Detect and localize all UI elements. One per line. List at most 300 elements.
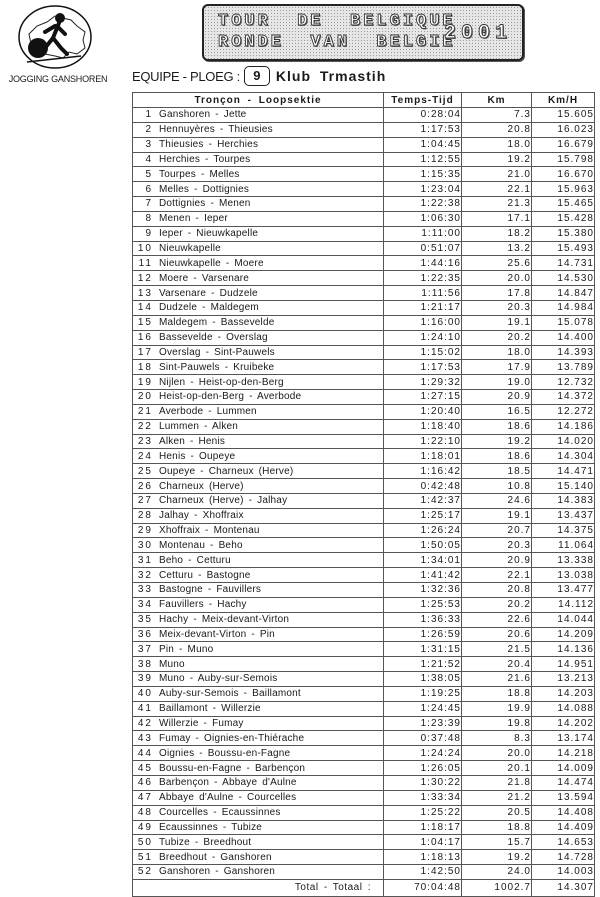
section-number: 5 — [145, 168, 153, 180]
table-row — [133, 122, 595, 137]
team-name: Klub Trmastih — [275, 68, 387, 84]
section-name: Fumay - Oignies-en-Thiérache — [159, 732, 305, 744]
section-cell — [133, 286, 384, 301]
team-heading — [132, 65, 386, 87]
time-cell: 1:21:52 — [384, 657, 462, 672]
km-cell: 19.1 — [462, 508, 532, 523]
header-time: Temps-Tijd — [384, 93, 462, 108]
section-cell — [133, 642, 384, 657]
km-cell: 19.0 — [462, 375, 532, 390]
km-cell: 24.0 — [462, 865, 532, 880]
section-cell — [133, 746, 384, 761]
results-table — [132, 92, 595, 897]
kmh-cell: 14.728 — [532, 850, 595, 865]
section-cell — [133, 568, 384, 583]
km-cell: 18.0 — [462, 345, 532, 360]
table-row — [133, 226, 595, 241]
km-cell: 15.7 — [462, 835, 532, 850]
table-row — [133, 761, 595, 776]
section-number: 14 — [137, 302, 153, 314]
kmh-cell: 14.088 — [532, 701, 595, 716]
total-row — [133, 879, 595, 896]
km-cell: 19.2 — [462, 434, 532, 449]
km-cell: 7.3 — [462, 108, 532, 123]
km-cell: 18.5 — [462, 464, 532, 479]
section-cell — [133, 686, 384, 701]
section-number: 46 — [137, 777, 153, 789]
time-cell: 1:20:40 — [384, 404, 462, 419]
km-cell: 17.9 — [462, 360, 532, 375]
km-cell: 20.6 — [462, 627, 532, 642]
section-number: 21 — [137, 406, 153, 418]
table-row — [133, 345, 595, 360]
table-row — [133, 790, 595, 805]
section-name: Courcelles - Ecaussinnes — [159, 807, 281, 819]
section-name: Dottignies - Menen — [159, 198, 251, 210]
table-row — [133, 330, 595, 345]
section-cell — [133, 761, 384, 776]
section-number: 1 — [145, 109, 153, 121]
time-cell: 1:15:02 — [384, 345, 462, 360]
section-cell — [133, 701, 384, 716]
section-cell — [133, 182, 384, 197]
time-cell: 1:18:13 — [384, 850, 462, 865]
time-cell: 1:29:32 — [384, 375, 462, 390]
km-cell: 20.4 — [462, 657, 532, 672]
section-name: Oignies - Boussu-en-Fagne — [159, 747, 291, 759]
table-row — [133, 271, 595, 286]
table-row — [133, 375, 595, 390]
kmh-cell: 15.428 — [532, 211, 595, 226]
section-cell — [133, 449, 384, 464]
section-number: 52 — [137, 866, 153, 878]
km-cell: 21.3 — [462, 197, 532, 212]
kmh-cell: 14.372 — [532, 390, 595, 405]
section-number: 26 — [137, 480, 153, 492]
kmh-cell: 14.112 — [532, 597, 595, 612]
kmh-cell: 14.003 — [532, 865, 595, 880]
total-km: 1002.7 — [462, 879, 532, 896]
km-cell: 22.1 — [462, 182, 532, 197]
section-name: Muno — [159, 658, 185, 670]
table-row — [133, 152, 595, 167]
banner-title-nl: RONDE VAN BELGIE — [218, 33, 456, 52]
km-cell: 19.2 — [462, 850, 532, 865]
table-row — [133, 568, 595, 583]
time-cell: 1:34:01 — [384, 553, 462, 568]
section-number: 31 — [137, 554, 153, 566]
section-name: Lummen - Alken — [159, 421, 239, 433]
km-cell: 20.2 — [462, 597, 532, 612]
km-cell: 13.2 — [462, 241, 532, 256]
header-kmh: Km/H — [532, 93, 595, 108]
time-cell: 1:15:35 — [384, 167, 462, 182]
kmh-cell: 14.375 — [532, 523, 595, 538]
time-cell: 1:22:35 — [384, 271, 462, 286]
section-name: Sint-Pauwels - Kruibeke — [159, 361, 275, 373]
time-cell: 1:44:16 — [384, 256, 462, 271]
section-name: Alken - Henis — [159, 435, 226, 447]
kmh-cell: 13.594 — [532, 790, 595, 805]
time-cell: 0:37:48 — [384, 731, 462, 746]
time-cell: 0:42:48 — [384, 479, 462, 494]
km-cell: 25.6 — [462, 256, 532, 271]
time-cell: 1:16:00 — [384, 315, 462, 330]
kmh-cell: 15.798 — [532, 152, 595, 167]
section-cell — [133, 538, 384, 553]
section-cell — [133, 211, 384, 226]
section-cell — [133, 775, 384, 790]
time-cell: 1:25:17 — [384, 508, 462, 523]
header-km: Km — [462, 93, 532, 108]
time-cell: 1:50:05 — [384, 538, 462, 553]
section-number: 45 — [137, 762, 153, 774]
section-number: 30 — [137, 539, 153, 551]
table-row — [133, 167, 595, 182]
time-cell: 1:18:01 — [384, 449, 462, 464]
table-row — [133, 865, 595, 880]
table-row — [133, 686, 595, 701]
section-name: Tourpes - Melles — [159, 168, 240, 180]
kmh-cell: 13.477 — [532, 583, 595, 598]
section-number: 22 — [137, 421, 153, 433]
km-cell: 18.2 — [462, 226, 532, 241]
section-number: 39 — [137, 673, 153, 685]
section-number: 33 — [137, 584, 153, 596]
time-cell: 0:28:04 — [384, 108, 462, 123]
section-number: 10 — [137, 243, 153, 255]
table-row — [133, 627, 595, 642]
section-name: Ieper - Nieuwkapelle — [159, 228, 259, 240]
table-row — [133, 315, 595, 330]
table-row — [133, 360, 595, 375]
km-cell: 24.6 — [462, 493, 532, 508]
section-cell — [133, 315, 384, 330]
kmh-cell: 15.605 — [532, 108, 595, 123]
km-cell: 20.9 — [462, 390, 532, 405]
table-row — [133, 434, 595, 449]
kmh-cell: 14.209 — [532, 627, 595, 642]
table-row — [133, 449, 595, 464]
km-cell: 22.6 — [462, 612, 532, 627]
time-cell: 1:22:10 — [384, 434, 462, 449]
table-row — [133, 300, 595, 315]
km-cell: 22.1 — [462, 568, 532, 583]
team-number: 9 — [244, 66, 270, 86]
table-row — [133, 835, 595, 850]
km-cell: 19.9 — [462, 701, 532, 716]
table-row — [133, 553, 595, 568]
table-row — [133, 805, 595, 820]
table-row — [133, 419, 595, 434]
section-cell — [133, 256, 384, 271]
total-label: Total - Totaal : — [133, 879, 384, 896]
section-cell — [133, 390, 384, 405]
section-name: Montenau - Beho — [159, 539, 243, 551]
kmh-cell: 13.437 — [532, 508, 595, 523]
kmh-cell: 15.140 — [532, 479, 595, 494]
section-cell — [133, 197, 384, 212]
banner-title-fr: TOUR DE BELGIQUE — [218, 12, 456, 31]
kmh-cell: 13.789 — [532, 360, 595, 375]
km-cell: 8.3 — [462, 731, 532, 746]
section-name: Maldegem - Bassevelde — [159, 317, 275, 329]
section-cell — [133, 137, 384, 152]
section-name: Ecaussinnes - Tubize — [159, 821, 263, 833]
section-number: 9 — [145, 228, 153, 240]
section-number: 16 — [137, 332, 153, 344]
section-number: 37 — [137, 643, 153, 655]
table-row — [133, 657, 595, 672]
kmh-cell: 15.380 — [532, 226, 595, 241]
section-cell — [133, 241, 384, 256]
section-cell — [133, 375, 384, 390]
kmh-cell: 14.984 — [532, 300, 595, 315]
section-number: 44 — [137, 747, 153, 759]
time-cell: 1:42:50 — [384, 865, 462, 880]
kmh-cell: 11.064 — [532, 538, 595, 553]
km-cell: 21.2 — [462, 790, 532, 805]
km-cell: 20.3 — [462, 538, 532, 553]
kmh-cell: 15.493 — [532, 241, 595, 256]
section-cell — [133, 583, 384, 598]
time-cell: 1:32:36 — [384, 583, 462, 598]
kmh-cell: 14.218 — [532, 746, 595, 761]
section-cell — [133, 716, 384, 731]
km-cell: 19.1 — [462, 315, 532, 330]
kmh-cell: 15.963 — [532, 182, 595, 197]
km-cell: 10.8 — [462, 479, 532, 494]
table-row — [133, 241, 595, 256]
table-row — [133, 538, 595, 553]
kmh-cell: 15.465 — [532, 197, 595, 212]
section-name: Henis - Oupeye — [159, 450, 236, 462]
time-cell: 1:18:40 — [384, 419, 462, 434]
section-name: Bastogne - Fauvillers — [159, 584, 262, 596]
section-name: Fauvillers - Hachy — [159, 599, 247, 611]
km-cell: 21.0 — [462, 167, 532, 182]
km-cell: 16.5 — [462, 404, 532, 419]
kmh-cell: 12.272 — [532, 404, 595, 419]
section-number: 34 — [137, 599, 153, 611]
km-cell: 20.0 — [462, 271, 532, 286]
section-name: Boussu-en-Fagne - Barbençon — [159, 762, 306, 774]
section-name: Baillamont - Willerzie — [159, 703, 261, 715]
time-cell: 1:16:42 — [384, 464, 462, 479]
section-cell — [133, 479, 384, 494]
kmh-cell: 12.732 — [532, 375, 595, 390]
section-name: Moere - Varsenare — [159, 272, 250, 284]
kmh-cell: 16.670 — [532, 167, 595, 182]
kmh-cell: 14.847 — [532, 286, 595, 301]
km-cell: 20.5 — [462, 805, 532, 820]
section-cell — [133, 553, 384, 568]
section-cell — [133, 167, 384, 182]
section-number: 50 — [137, 836, 153, 848]
kmh-cell: 13.338 — [532, 553, 595, 568]
club-name: JOGGING GANSHOREN — [8, 74, 108, 84]
section-number: 40 — [137, 688, 153, 700]
time-cell: 1:26:24 — [384, 523, 462, 538]
km-cell: 21.8 — [462, 775, 532, 790]
section-number: 49 — [137, 821, 153, 833]
section-cell — [133, 850, 384, 865]
table-row — [133, 197, 595, 212]
section-number: 24 — [137, 450, 153, 462]
section-number: 32 — [137, 569, 153, 581]
kmh-cell: 14.136 — [532, 642, 595, 657]
section-number: 4 — [145, 153, 153, 165]
section-cell — [133, 835, 384, 850]
section-name: Willerzie - Fumay — [159, 718, 244, 730]
kmh-cell: 14.731 — [532, 256, 595, 271]
kmh-cell: 14.186 — [532, 419, 595, 434]
section-name: Overslag - Sint-Pauwels — [159, 346, 275, 358]
time-cell: 1:17:53 — [384, 122, 462, 137]
km-cell: 20.9 — [462, 553, 532, 568]
section-name: Thieusies - Herchies — [159, 139, 259, 151]
section-cell — [133, 360, 384, 375]
table-row — [133, 775, 595, 790]
section-number: 36 — [137, 628, 153, 640]
section-number: 18 — [137, 361, 153, 373]
km-cell: 17.1 — [462, 211, 532, 226]
section-name: Muno - Auby-sur-Semois — [159, 673, 278, 685]
section-name: Pin - Muno — [159, 643, 214, 655]
total-time: 70:04:48 — [384, 879, 462, 896]
time-cell: 1:42:37 — [384, 493, 462, 508]
section-number: 8 — [145, 213, 153, 225]
kmh-cell: 14.653 — [532, 835, 595, 850]
kmh-cell: 14.471 — [532, 464, 595, 479]
table-row — [133, 508, 595, 523]
time-cell: 1:17:53 — [384, 360, 462, 375]
section-cell — [133, 672, 384, 687]
time-cell: 1:26:05 — [384, 761, 462, 776]
table-row — [133, 583, 595, 598]
table-row — [133, 493, 595, 508]
section-cell — [133, 627, 384, 642]
section-name: Hachy - Meix-devant-Virton — [159, 614, 290, 626]
table-row — [133, 523, 595, 538]
table-row — [133, 256, 595, 271]
time-cell: 1:36:33 — [384, 612, 462, 627]
section-number: 28 — [137, 510, 153, 522]
time-cell: 1:18:17 — [384, 820, 462, 835]
kmh-cell: 14.009 — [532, 761, 595, 776]
table-row — [133, 746, 595, 761]
table-row — [133, 108, 595, 123]
table-row — [133, 464, 595, 479]
section-number: 19 — [137, 376, 153, 388]
section-name: Nijlen - Heist-op-den-Berg — [159, 376, 284, 388]
time-cell: 1:23:04 — [384, 182, 462, 197]
table-row — [133, 182, 595, 197]
km-cell: 18.6 — [462, 449, 532, 464]
section-cell — [133, 731, 384, 746]
section-number: 17 — [137, 346, 153, 358]
section-number: 23 — [137, 435, 153, 447]
table-row — [133, 820, 595, 835]
kmh-cell: 13.213 — [532, 672, 595, 687]
km-cell: 20.8 — [462, 583, 532, 598]
section-number: 48 — [137, 807, 153, 819]
section-cell — [133, 330, 384, 345]
time-cell: 1:12:55 — [384, 152, 462, 167]
section-name: Charneux (Herve) - Jalhay — [159, 495, 288, 507]
kmh-cell: 14.383 — [532, 493, 595, 508]
time-cell: 1:21:17 — [384, 300, 462, 315]
kmh-cell: 14.400 — [532, 330, 595, 345]
kmh-cell: 14.304 — [532, 449, 595, 464]
km-cell: 20.3 — [462, 300, 532, 315]
time-cell: 1:41:42 — [384, 568, 462, 583]
section-number: 2 — [145, 124, 153, 136]
team-label: EQUIPE - PLOEG : — [132, 68, 240, 84]
kmh-cell: 14.202 — [532, 716, 595, 731]
section-name: Meix-devant-Virton - Pin — [159, 628, 275, 640]
section-cell — [133, 271, 384, 286]
section-cell — [133, 300, 384, 315]
header-section: Tronçon - Loopsektie — [133, 93, 384, 108]
section-cell — [133, 820, 384, 835]
kmh-cell: 15.078 — [532, 315, 595, 330]
section-cell — [133, 657, 384, 672]
kmh-cell: 14.409 — [532, 820, 595, 835]
table-row — [133, 672, 595, 687]
kmh-cell: 14.044 — [532, 612, 595, 627]
time-cell: 1:30:22 — [384, 775, 462, 790]
time-cell: 1:11:00 — [384, 226, 462, 241]
km-cell: 20.8 — [462, 122, 532, 137]
table-row — [133, 731, 595, 746]
km-cell: 20.2 — [462, 330, 532, 345]
kmh-cell: 16.679 — [532, 137, 595, 152]
time-cell: 1:33:34 — [384, 790, 462, 805]
time-cell: 1:24:10 — [384, 330, 462, 345]
section-cell — [133, 345, 384, 360]
section-number: 29 — [137, 525, 153, 537]
section-name: Jalhay - Xhoffraix — [159, 510, 244, 522]
km-cell: 18.6 — [462, 419, 532, 434]
section-cell — [133, 434, 384, 449]
section-name: Nieuwkapelle — [159, 243, 221, 255]
time-cell: 1:04:17 — [384, 835, 462, 850]
section-number: 7 — [145, 198, 153, 210]
section-number: 27 — [137, 495, 153, 507]
time-cell: 1:24:45 — [384, 701, 462, 716]
section-name: Ganshoren - Jette — [159, 109, 247, 121]
time-cell: 1:04:45 — [384, 137, 462, 152]
time-cell: 1:27:15 — [384, 390, 462, 405]
runner-map-logo-icon — [15, 4, 95, 74]
table-row — [133, 612, 595, 627]
table-row — [133, 479, 595, 494]
section-number: 15 — [137, 317, 153, 329]
time-cell: 0:51:07 — [384, 241, 462, 256]
kmh-cell: 13.174 — [532, 731, 595, 746]
section-name: Varsenare - Dudzele — [159, 287, 258, 299]
time-cell: 1:25:22 — [384, 805, 462, 820]
time-cell: 1:31:15 — [384, 642, 462, 657]
section-number: 20 — [137, 391, 153, 403]
section-number: 13 — [137, 287, 153, 299]
time-cell: 1:26:59 — [384, 627, 462, 642]
section-cell — [133, 226, 384, 241]
section-name: Ganshoren - Ganshoren — [159, 866, 276, 878]
section-name: Cetturu - Bastogne — [159, 569, 251, 581]
km-cell: 18.0 — [462, 137, 532, 152]
